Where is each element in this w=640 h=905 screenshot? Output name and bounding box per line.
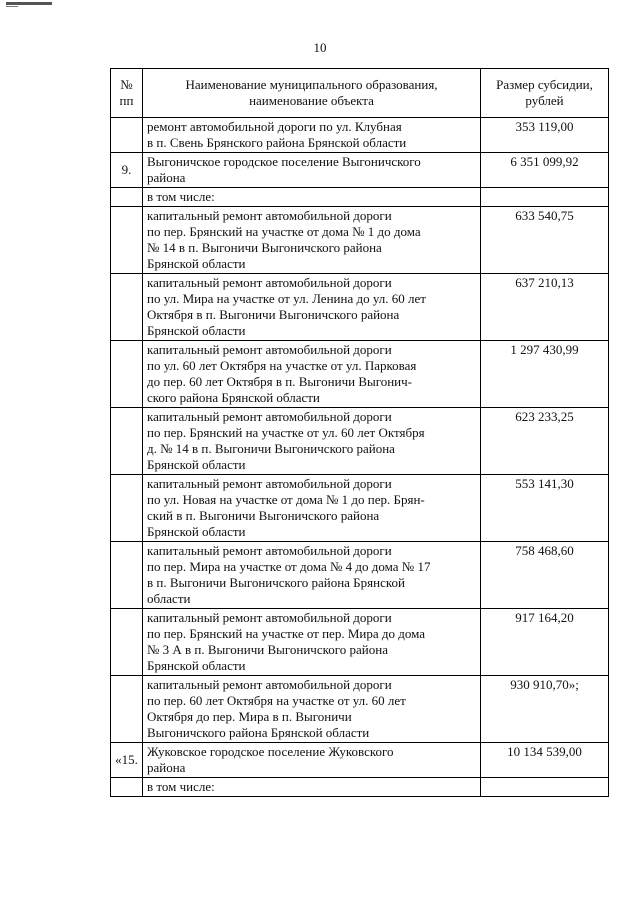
row-name: капитальный ремонт автомобильной дороги по пер. Брянский на участке от ул. 60 лет Октября д. № 14 в п. Выгоничи Выгоничского района Брянской области xyxy=(143,408,481,475)
row-amount: 623 233,25 xyxy=(481,408,609,475)
row-name: капитальный ремонт автомобильной дороги по пер. Мира на участке от дома № 4 до дома № 17 в п. Выгоничи Выгоничского района Брянской области xyxy=(143,542,481,609)
row-name: Выгоничское городское поселение Выгоничского района xyxy=(143,153,481,188)
table-row xyxy=(111,274,609,341)
row-name: ремонт автомобильной дороги по ул. Клубная в п. Свень Брянского района Брянской области xyxy=(143,118,481,153)
table-header-row xyxy=(111,69,609,118)
row-amount: 633 540,75 xyxy=(481,207,609,274)
row-name: капитальный ремонт автомобильной дороги по ул. Новая на участке от дома № 1 до пер. Брян- ский в п. Выгоничи Выгоничского района Брянской области xyxy=(143,475,481,542)
row-name: капитальный ремонт автомобильной дороги по пер. Брянский на участке от пер. Мира до дома № 3 А в п. Выгоничи Выгоничского района Брянской области xyxy=(143,609,481,676)
row-name: в том числе: xyxy=(143,188,481,207)
row-amount: 930 910,70»; xyxy=(481,676,609,743)
table-row xyxy=(111,207,609,274)
table-row xyxy=(111,676,609,743)
header-name: Наименование муниципального образования, наименование объекта xyxy=(143,69,481,118)
row-amount: 353 119,00 xyxy=(481,118,609,153)
row-number xyxy=(111,341,143,408)
row-number xyxy=(111,118,143,153)
row-number xyxy=(111,274,143,341)
row-number xyxy=(111,475,143,542)
table-row xyxy=(111,609,609,676)
row-number xyxy=(111,542,143,609)
row-number xyxy=(111,676,143,743)
row-amount: 917 164,20 xyxy=(481,609,609,676)
row-name: Жуковское городское поселение Жуковского района xyxy=(143,743,481,778)
table-row xyxy=(111,743,609,778)
row-number xyxy=(111,207,143,274)
table-row xyxy=(111,188,609,207)
table-row xyxy=(111,153,609,188)
table-row xyxy=(111,778,609,797)
row-amount: 637 210,13 xyxy=(481,274,609,341)
row-name: капитальный ремонт автомобильной дороги по пер. Брянский на участке от дома № 1 до дома № 14 в п. Выгоничи Выгоничского района Брянской области xyxy=(143,207,481,274)
row-amount: 10 134 539,00 xyxy=(481,743,609,778)
header-amount: Размер субсидии, рублей xyxy=(481,69,609,118)
row-number: «15. xyxy=(111,743,143,778)
header-number: № пп xyxy=(111,69,143,118)
page-number: 10 xyxy=(313,40,327,55)
row-number: 9. xyxy=(111,153,143,188)
row-name: в том числе: xyxy=(143,778,481,797)
row-amount: 553 141,30 xyxy=(481,475,609,542)
table-row xyxy=(111,341,609,408)
subsidy-table xyxy=(110,68,609,797)
row-name: капитальный ремонт автомобильной дороги по ул. 60 лет Октября на участке от ул. Парковая до пер. 60 лет Октября в п. Выгоничи Выгонич- ского района Брянской области xyxy=(143,341,481,408)
row-amount xyxy=(481,778,609,797)
row-number xyxy=(111,408,143,475)
table-row xyxy=(111,118,609,153)
row-amount: 6 351 099,92 xyxy=(481,153,609,188)
row-number xyxy=(111,188,143,207)
scan-artifact-mark xyxy=(6,2,52,5)
table-row xyxy=(111,542,609,609)
row-amount xyxy=(481,188,609,207)
scan-artifact-mark-small xyxy=(6,6,18,7)
row-number xyxy=(111,609,143,676)
row-name: капитальный ремонт автомобильной дороги по пер. 60 лет Октября на участке от ул. 60 лет Октября до пер. Мира в п. Выгоничи Выгоничского района Брянской области xyxy=(143,676,481,743)
row-number xyxy=(111,778,143,797)
row-name: капитальный ремонт автомобильной дороги по ул. Мира на участке от ул. Ленина до ул. 60 лет Октября в п. Выгоничи Выгоничского района Брянской области xyxy=(143,274,481,341)
table-row xyxy=(111,475,609,542)
row-amount: 758 468,60 xyxy=(481,542,609,609)
table-row xyxy=(111,408,609,475)
row-amount: 1 297 430,99 xyxy=(481,341,609,408)
